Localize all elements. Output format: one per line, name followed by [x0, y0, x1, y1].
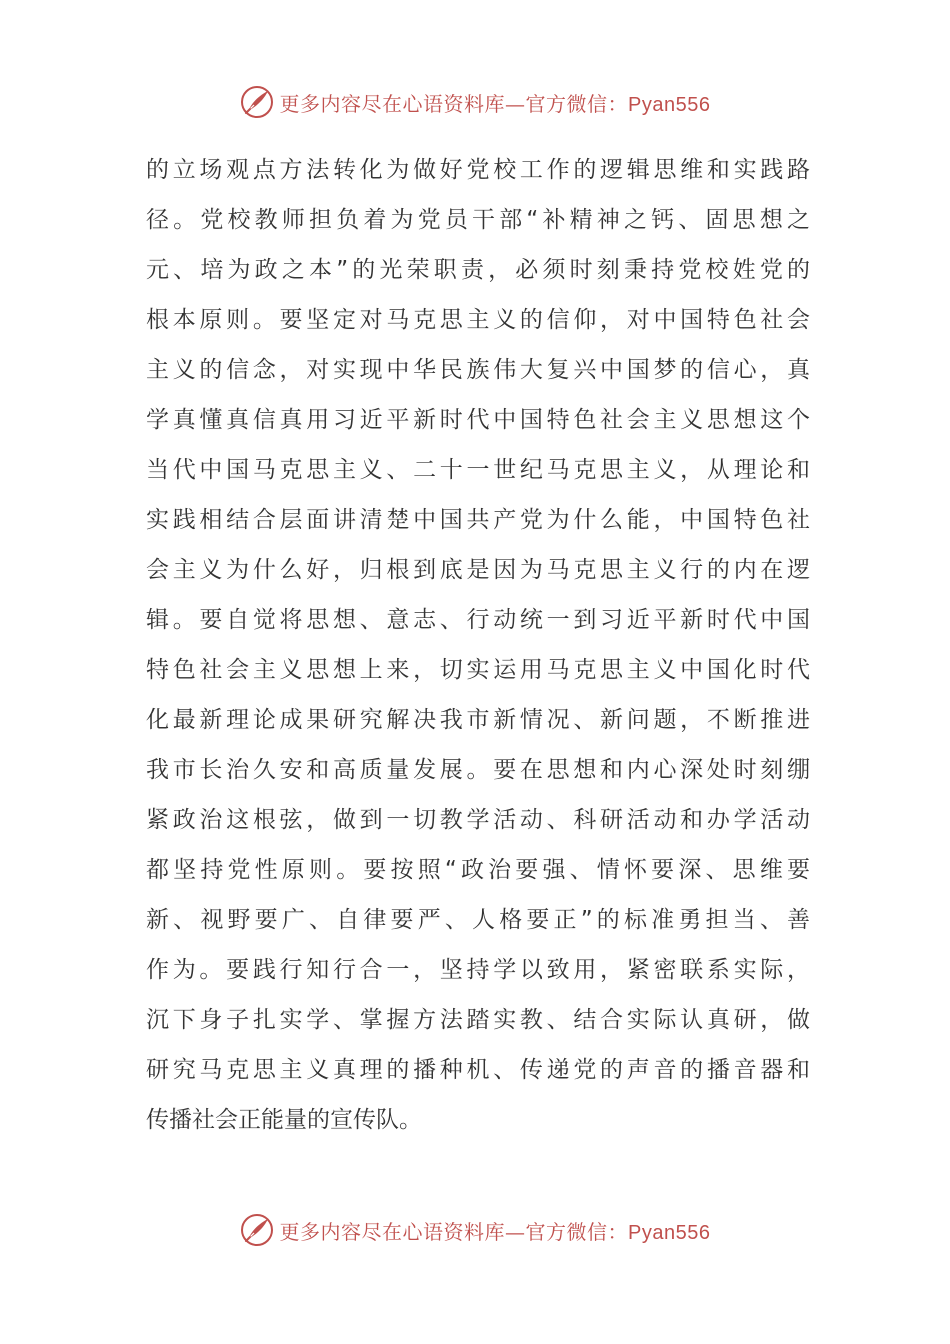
body-line: 会主义为什么好，归根到底是因为马克思主义行的内在逻	[146, 557, 810, 583]
body-line: 当代中国马克思主义、二十一世纪马克思主义，从理论和	[146, 457, 810, 483]
body-line: 都坚持党性原则。要按照“政治要强、情怀要深、思维要	[146, 857, 810, 883]
body-line: 化最新理论成果研究解决我市新情况、新问题，不断推进	[146, 707, 810, 733]
watermark-text: 更多内容尽在心语资料库—官方微信：Pyan556	[279, 91, 711, 116]
document-body	[146, 145, 810, 1145]
body-line: 辑。要自觉将思想、意志、行动统一到习近平新时代中国	[146, 607, 810, 633]
body-line: 根本原则。要坚定对马克思主义的信仰，对中国特色社会	[146, 307, 810, 333]
body-line: 主义的信念，对实现中华民族伟大复兴中国梦的信心，真	[146, 357, 810, 383]
body-line: 作为。要践行知行合一，坚持学以致用，紧密联系实际，	[146, 957, 810, 983]
body-line: 沉下身子扎实学、掌握方法踏实教、结合实际认真研，做	[146, 1007, 810, 1033]
body-line: 学真懂真信真用习近平新时代中国特色社会主义思想这个	[146, 407, 810, 433]
body-line: 紧政治这根弦，做到一切教学活动、科研活动和办学活动	[146, 807, 810, 833]
body-line: 径。党校教师担负着为党员干部“补精神之钙、固思想之	[146, 207, 810, 233]
body-line: 实践相结合层面讲清楚中国共产党为什么能，中国特色社	[146, 507, 810, 533]
body-line: 我市长治久安和高质量发展。要在思想和内心深处时刻绷	[146, 757, 810, 783]
watermark-wechat-id: Pyan556	[628, 1221, 711, 1244]
body-line: 元、培为政之本”的光荣职责，必须时刻秉持党校姓党的	[146, 257, 810, 283]
body-line: 特色社会主义思想上来，切实运用马克思主义中国化时代	[146, 657, 810, 683]
watermark-text: 更多内容尽在心语资料库—官方微信：Pyan556	[279, 1219, 711, 1244]
footer-watermark	[0, 1210, 950, 1250]
body-line: 研究马克思主义真理的播种机、传递党的声音的播音器和	[146, 1057, 810, 1083]
quill-pen-logo-icon	[240, 85, 274, 119]
quill-pen-logo-icon	[240, 1213, 274, 1247]
watermark-wechat-id: Pyan556	[628, 93, 711, 116]
body-line: 传播社会正能量的宣传队。	[146, 1107, 422, 1133]
body-line: 新、视野要广、自律要严、人格要正”的标准勇担当、善	[146, 907, 810, 933]
header-watermark	[0, 82, 950, 122]
body-line: 的立场观点方法转化为做好党校工作的逻辑思维和实践路	[146, 157, 810, 183]
